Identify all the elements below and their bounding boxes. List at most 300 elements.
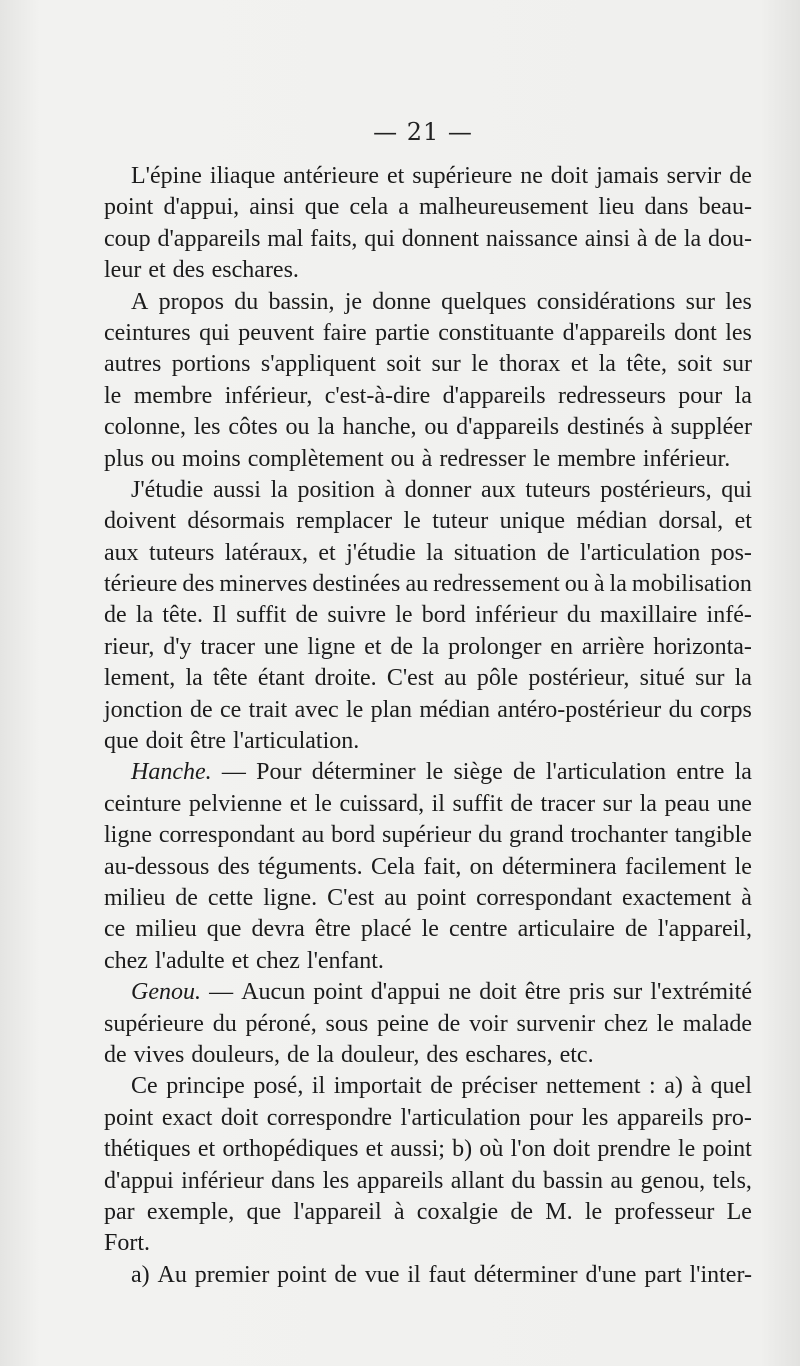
word: au — [444, 665, 467, 692]
word: hanche, — [342, 414, 417, 441]
word: eschares. — [211, 257, 299, 284]
word: médian — [419, 696, 490, 723]
text-line — [104, 914, 752, 945]
word: de — [390, 633, 414, 660]
word: bassin, — [268, 288, 335, 315]
word: il — [311, 1073, 326, 1100]
word: l'appareil — [293, 1198, 382, 1225]
word: soit — [386, 351, 422, 378]
word: par — [104, 1198, 135, 1225]
word: supérieur — [381, 822, 472, 849]
word: corps — [699, 696, 752, 723]
word: orthopédiques — [222, 1136, 359, 1163]
word: ligne — [104, 822, 152, 849]
word: quelques — [441, 288, 527, 315]
word: l'articulation — [579, 539, 701, 566]
word: d'appareils — [562, 319, 666, 346]
text-line — [104, 1040, 752, 1071]
word: au — [610, 1167, 634, 1194]
word: d'appareils — [157, 225, 261, 252]
word: une — [263, 633, 299, 660]
word: — — [221, 759, 246, 786]
word: la — [316, 1041, 334, 1068]
word: la — [426, 539, 444, 566]
word: la — [734, 665, 752, 692]
word: sur — [685, 288, 715, 315]
text-line — [104, 475, 752, 506]
word: ou — [424, 414, 449, 441]
word: les — [581, 1104, 609, 1131]
word: partie — [375, 319, 430, 346]
word: et — [289, 790, 308, 817]
text-line — [104, 1134, 752, 1165]
word: — — [209, 979, 234, 1006]
word: tracer — [200, 633, 255, 660]
word: plan — [370, 696, 412, 723]
word: latéraux, — [224, 539, 309, 566]
word: au-dessous — [104, 853, 210, 880]
word: de — [729, 163, 752, 189]
word: vue — [364, 1261, 400, 1288]
text-line — [104, 757, 752, 788]
word: A — [131, 288, 149, 315]
word: suppléer — [670, 414, 752, 441]
word: trait — [248, 696, 288, 723]
word: lement, — [104, 665, 176, 692]
word: du — [212, 1010, 237, 1037]
word: cela — [349, 194, 389, 221]
word: devra — [251, 916, 305, 943]
word: part — [644, 1261, 682, 1288]
word: dou- — [707, 225, 752, 252]
word: servir — [666, 163, 722, 189]
word: l'appareil, — [657, 916, 752, 943]
text-line — [104, 1228, 752, 1259]
word: l'articulation. — [232, 728, 360, 755]
word: du — [668, 696, 693, 723]
word: le — [104, 382, 122, 409]
word: le — [403, 508, 421, 535]
word: L'épine — [131, 163, 202, 189]
word: chez — [104, 947, 148, 974]
word: des — [182, 571, 215, 598]
word: prolonger — [448, 633, 542, 660]
word: au — [405, 571, 429, 598]
word: malheureusement — [419, 194, 589, 221]
text-line — [104, 444, 752, 475]
word: on — [469, 853, 494, 880]
word: tuteurs — [149, 539, 215, 566]
word: maxillaire — [600, 602, 698, 629]
text-line — [104, 1197, 752, 1228]
word: minerves — [219, 571, 308, 598]
word: survenir — [516, 1010, 596, 1037]
word: tangible — [674, 822, 752, 849]
word: arrière — [581, 633, 645, 660]
word: déterminer — [473, 1261, 578, 1288]
text-line — [104, 977, 752, 1008]
text-line — [104, 852, 752, 883]
word: des — [172, 257, 205, 284]
word: l'on — [510, 1136, 546, 1163]
word: bassin — [542, 1167, 603, 1194]
word: de — [175, 884, 198, 911]
word: qui — [364, 225, 395, 252]
word: l'articulation — [400, 1104, 521, 1131]
word: de — [510, 790, 533, 817]
word: doit — [552, 1136, 591, 1163]
word: doivent — [104, 508, 176, 535]
word: à — [593, 571, 605, 598]
word: infé- — [706, 602, 752, 629]
word: étant — [257, 665, 305, 692]
word: antéro-postérieur — [497, 696, 662, 723]
word: pris — [568, 979, 605, 1006]
word: destinés — [566, 414, 645, 441]
word: pôle — [476, 665, 519, 692]
word: portions — [171, 351, 251, 378]
word: térieure — [104, 571, 178, 598]
word: thorax — [499, 351, 561, 378]
word: supérieure — [412, 163, 513, 189]
word: la — [135, 602, 154, 629]
word: remplacer — [296, 508, 393, 535]
word: le — [395, 602, 413, 629]
word: a) — [131, 1261, 150, 1288]
word: Hanche. — [131, 759, 212, 786]
word: déterminera — [502, 853, 617, 880]
text-line — [104, 538, 752, 569]
word: et — [364, 633, 382, 660]
word: dont — [674, 319, 717, 346]
word: constituante — [438, 319, 555, 346]
word: s'appliquent — [260, 351, 376, 378]
word: ainsi — [584, 225, 631, 252]
word: la — [270, 476, 288, 503]
word: M. — [545, 1198, 573, 1225]
word: à — [652, 414, 663, 441]
word: fait, — [423, 853, 462, 880]
word: le — [421, 916, 439, 943]
word: les — [725, 288, 752, 315]
word: pro- — [711, 1104, 752, 1131]
word: etc. — [559, 1041, 594, 1068]
word: l'articulation — [545, 759, 667, 786]
word: des — [426, 1041, 459, 1068]
word: Genou. — [131, 979, 201, 1006]
word: de — [437, 1010, 461, 1037]
word: et — [570, 351, 589, 378]
text-line — [104, 1103, 752, 1134]
word: la — [421, 633, 440, 660]
word: propos — [158, 288, 224, 315]
word: le — [734, 853, 752, 880]
word: du — [566, 602, 591, 629]
word: tuteurs — [525, 476, 591, 503]
word: le — [656, 1010, 674, 1037]
word: et — [148, 257, 166, 284]
word: d'appui — [370, 979, 441, 1006]
word: unique — [499, 508, 565, 535]
word: destinées — [312, 571, 401, 598]
word: de — [430, 1073, 453, 1100]
word: plus — [104, 445, 145, 472]
word: appareils — [356, 1167, 444, 1194]
text-line — [104, 569, 752, 600]
word: faire — [322, 319, 367, 346]
word: point — [277, 1261, 327, 1288]
word: à — [384, 476, 396, 503]
body-text — [104, 161, 752, 1291]
word: correspondre — [266, 1104, 392, 1131]
word: à — [393, 1198, 405, 1225]
word: au — [301, 822, 325, 849]
word: doit — [145, 728, 183, 755]
word: moins — [182, 445, 241, 472]
word: a — [398, 194, 409, 221]
word: Ce — [131, 1073, 158, 1100]
word: coxalgie — [416, 1198, 499, 1225]
word: où — [479, 1136, 504, 1163]
text-line — [104, 600, 752, 631]
word: tels, — [712, 1167, 752, 1194]
word: d'y — [163, 633, 192, 660]
word: suivre — [327, 602, 387, 629]
text-line — [104, 663, 752, 694]
word: ce — [220, 696, 242, 723]
word: point — [104, 1104, 154, 1131]
word: peine — [376, 1010, 429, 1037]
word: d'appui — [104, 1167, 174, 1194]
word: douleurs, — [191, 1041, 280, 1068]
word: bord — [331, 822, 376, 849]
text-line — [104, 192, 752, 223]
word: J'étudie — [131, 476, 204, 503]
word: jamais — [596, 163, 659, 189]
text-line — [104, 224, 752, 255]
word: et — [231, 947, 249, 974]
word: donner — [404, 476, 472, 503]
word: je — [344, 288, 363, 315]
text-line — [104, 820, 752, 851]
word: sous — [325, 1010, 369, 1037]
word: la — [317, 414, 335, 441]
word: c'est-à-dire — [324, 382, 431, 409]
word: faits, — [310, 225, 358, 252]
word: pour — [678, 382, 723, 409]
word: une — [717, 790, 752, 817]
word: droite. — [314, 665, 377, 692]
word: ligne. — [263, 884, 318, 911]
word: aussi — [212, 476, 261, 503]
word: leur — [104, 257, 142, 284]
word: centre — [448, 916, 508, 943]
text-line — [104, 1009, 752, 1040]
word: tracer — [540, 790, 596, 817]
word: de — [286, 1041, 310, 1068]
word: voir — [469, 1010, 508, 1037]
word: colonne, — [104, 414, 186, 441]
word: point — [313, 979, 363, 1006]
word: de — [104, 1041, 127, 1068]
word: redresser — [439, 445, 526, 472]
word: point — [104, 194, 154, 221]
word: de — [190, 696, 213, 723]
word: : — [649, 1073, 656, 1100]
text-line — [104, 161, 752, 192]
word: bord — [421, 602, 466, 629]
word: exact — [161, 1104, 213, 1131]
word: inférieur — [181, 1167, 264, 1194]
word: l'inter- — [689, 1261, 752, 1288]
word: aux — [104, 539, 139, 566]
word: sur — [695, 665, 725, 692]
word: être — [190, 728, 226, 755]
word: la — [734, 759, 752, 786]
word: ne — [448, 979, 472, 1006]
word: ceinture — [104, 790, 182, 817]
word: être — [314, 916, 351, 943]
word: situé — [639, 665, 685, 692]
word: ne — [520, 163, 543, 189]
word: genou, — [640, 1167, 706, 1194]
word: du — [234, 288, 259, 315]
word: les — [725, 319, 752, 346]
word: et — [734, 508, 752, 535]
word: coup — [104, 225, 151, 252]
word: premier — [194, 1261, 270, 1288]
word: au — [384, 884, 407, 911]
word: milieu — [104, 884, 166, 911]
word: situation — [453, 539, 537, 566]
word: peau — [664, 790, 710, 817]
word: la — [683, 225, 702, 252]
word: importait — [333, 1073, 422, 1100]
word: l'adulte — [154, 947, 225, 974]
word: redressement — [433, 571, 560, 598]
word: allant — [450, 1167, 505, 1194]
word: doit — [550, 163, 589, 189]
word: tête. — [162, 602, 204, 629]
word: trochanter — [570, 822, 668, 849]
word: correspondant — [476, 884, 613, 911]
word: vives — [133, 1041, 185, 1068]
word: que — [246, 1198, 282, 1225]
word: cette — [207, 884, 254, 911]
text-line — [104, 412, 752, 443]
word: C'est — [327, 884, 375, 911]
word: horizonta- — [653, 633, 752, 660]
word: ce — [104, 916, 126, 943]
text-line — [104, 255, 752, 286]
text-line — [104, 695, 752, 726]
word: appareils — [616, 1104, 704, 1131]
word: l'extrémité — [650, 979, 752, 1006]
word: Aucun — [241, 979, 306, 1006]
word: lieu — [598, 194, 635, 221]
word: postérieur, — [528, 665, 630, 692]
word: redresseurs — [557, 382, 666, 409]
word: naissance — [485, 225, 578, 252]
word: prendre — [597, 1136, 671, 1163]
word: péroné, — [245, 1010, 317, 1037]
word: les — [322, 1167, 350, 1194]
word: aussi; — [390, 1136, 445, 1163]
word: Pour — [256, 759, 302, 786]
word: beau- — [698, 194, 752, 221]
word: mal — [267, 225, 304, 252]
word: Fort. — [104, 1230, 151, 1257]
word: principe — [166, 1073, 245, 1100]
word: et — [365, 1136, 383, 1163]
word: de — [295, 602, 319, 629]
word: à — [691, 1073, 703, 1100]
word: nettement — [545, 1073, 641, 1100]
word: quel — [710, 1073, 752, 1100]
word: et — [318, 539, 336, 566]
word: malade — [682, 1010, 752, 1037]
word: côtes — [228, 414, 278, 441]
word: tuteur — [432, 508, 489, 535]
text-line — [104, 287, 752, 318]
word: antérieure — [283, 163, 380, 189]
word: sur — [431, 351, 461, 378]
word: que — [304, 194, 340, 221]
text-line — [104, 349, 752, 380]
word: la — [185, 665, 203, 692]
word: en — [550, 633, 573, 660]
word: faut — [428, 1261, 466, 1288]
word: et — [387, 163, 405, 189]
text-line — [104, 381, 752, 412]
word: ou — [285, 414, 310, 441]
word: chez — [603, 1010, 648, 1037]
word: d'une — [585, 1261, 637, 1288]
word: inférieur. — [642, 445, 731, 472]
word: téguments. — [258, 853, 363, 880]
word: point — [416, 884, 467, 911]
word: il — [431, 790, 445, 817]
word: de — [546, 539, 570, 566]
word: pos- — [710, 539, 752, 566]
word: du — [511, 1167, 536, 1194]
word: le — [345, 696, 364, 723]
word: suffit — [236, 602, 287, 629]
word: correspondant — [158, 822, 295, 849]
text-line — [104, 1166, 752, 1197]
word: de — [104, 602, 127, 629]
word: Le — [726, 1198, 752, 1225]
word: postérieurs, — [600, 476, 712, 503]
word: supérieure — [104, 1010, 204, 1037]
text-line — [104, 883, 752, 914]
word: inférieur — [475, 602, 558, 629]
word: d'appareils — [456, 414, 560, 441]
word: à — [421, 445, 433, 472]
word: désormais — [187, 508, 285, 535]
word: doit — [220, 1104, 259, 1131]
word: b) — [452, 1136, 473, 1163]
text-line — [104, 318, 752, 349]
word: médian — [576, 508, 648, 535]
word: le — [532, 445, 551, 472]
word: de — [510, 1198, 533, 1225]
word: suffit — [452, 790, 503, 817]
word: ou — [564, 571, 589, 598]
word: posé, — [253, 1073, 304, 1100]
word: des — [217, 853, 250, 880]
word: eschares, — [465, 1041, 553, 1068]
